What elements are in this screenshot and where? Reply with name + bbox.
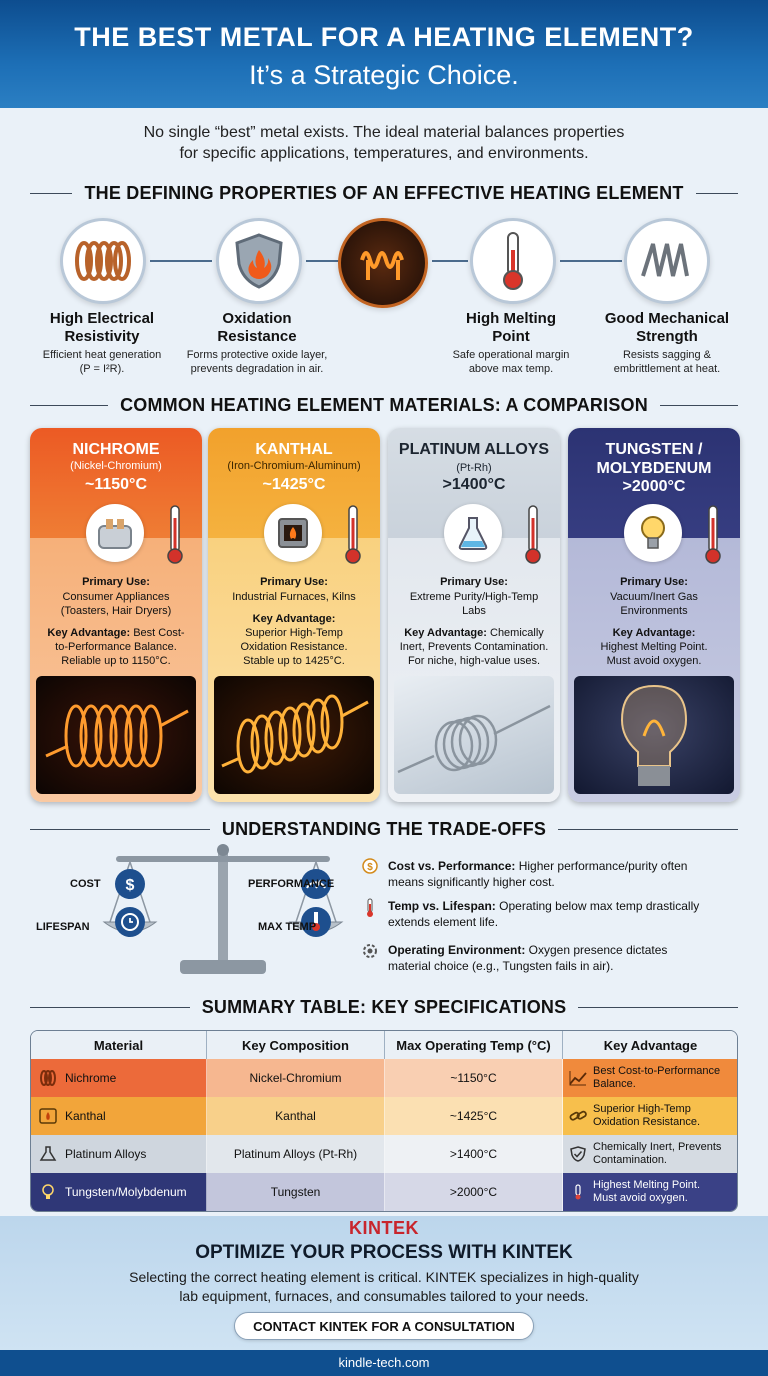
scale-label-performance: PERFORMANCE	[248, 878, 335, 890]
thermometer-icon	[569, 1184, 587, 1200]
key-advantage: Key Advantage: Superior High-Temp Oxidation Resistance. Stable up to 1425°C.	[240, 613, 348, 667]
spring-icon	[624, 218, 710, 304]
arrow-connector	[560, 260, 622, 262]
arrow-connector	[306, 260, 342, 262]
svg-text:$: $	[125, 877, 135, 894]
property-title: High Melting Point	[466, 310, 556, 345]
shield-check-icon	[569, 1146, 587, 1162]
page-title: THE BEST METAL FOR A HEATING ELEMENT?	[74, 22, 694, 52]
platinum-coil-photo	[394, 676, 554, 794]
table-row	[31, 1173, 738, 1211]
table-row	[31, 1135, 738, 1173]
table-header-cell: Max Operating Temp (°C)	[385, 1031, 563, 1059]
property-title: High Electrical Resistivity	[49, 310, 155, 345]
primary-use-label: Primary Use:	[82, 576, 150, 588]
scale-label-max-temp: MAX TEMP	[258, 921, 317, 933]
table-cell: Tungsten/Molybdenum	[31, 1173, 207, 1211]
thermometer-icon	[470, 218, 556, 304]
table-cell: Nichrome	[31, 1059, 207, 1097]
key-advantage: Key Advantage: Best Cost- to-Performance Balance. Reliable up to 1150°C.	[47, 627, 185, 667]
tradeoff-text: Temp vs. Lifespan: Operating below max temp drastically extends element life.	[388, 899, 700, 929]
table-header-cell: Key Composition	[207, 1031, 385, 1059]
table-cell: Platinum Alloys (Pt-Rh)	[207, 1135, 385, 1173]
card-name: PLATINUM ALLOYS	[398, 441, 550, 458]
table-cell: Platinum Alloys	[31, 1135, 207, 1173]
section-title: THE DEFINING PROPERTIES OF AN EFFECTIVE HEATING ELEMENT	[84, 182, 684, 203]
gear-hand-icon	[360, 942, 380, 962]
table-cell: Chemically Inert, Prevents Contamination.	[563, 1135, 738, 1173]
flask-icon	[39, 1146, 57, 1162]
card-name: NICHROME	[72, 441, 160, 458]
card-sub: (Pt-Rh)	[456, 462, 492, 474]
key-advantage: Key Advantage: Highest Melting Point. Must avoid oxygen.	[600, 627, 708, 667]
property-desc: Efficient heat generation (P = I²R).	[42, 349, 162, 375]
table-cell: Superior High-Temp Oxidation Resistance.	[563, 1097, 738, 1135]
coil-icon	[39, 1070, 57, 1086]
tradeoff-text: Cost vs. Performance: Higher performance/purity often means significantly higher cost.	[388, 859, 688, 889]
summary-table	[30, 1030, 738, 1212]
card-name: KANTHAL	[255, 441, 333, 458]
tradeoff-item	[360, 942, 740, 980]
section-title: UNDERSTANDING THE TRADE-OFFS	[221, 818, 547, 839]
flask-icon	[444, 504, 502, 562]
furnace-icon	[39, 1108, 57, 1124]
header-banner	[0, 0, 768, 108]
shield-flame-icon	[216, 218, 302, 304]
scale-label-lifespan: LIFESPAN	[36, 921, 90, 933]
svg-text:$: $	[367, 862, 373, 873]
card-sub: (Nickel-Chromium)	[70, 460, 162, 472]
table-row	[31, 1097, 738, 1135]
key-advantage: Key Advantage: Chemically Inert, Prevents Contamination. For niche, high-value uses.	[399, 627, 549, 667]
cta-section	[0, 1216, 768, 1350]
table-header-cell: Key Advantage	[563, 1031, 738, 1059]
table-cell: Kanthal	[207, 1097, 385, 1135]
thermometer-icon	[524, 504, 542, 566]
table-header-row	[31, 1031, 738, 1059]
cta-paragraph: Selecting the correct heating element is critical. KINTEK specializes in high-quality lab equipment, furnaces, and consumables tailored to your needs.	[129, 1269, 639, 1304]
coil-icon	[60, 218, 146, 304]
thermometer-icon	[344, 504, 362, 566]
balance-scale-icon	[100, 842, 350, 982]
material-card-kanthal	[208, 428, 380, 802]
intro-line: No single “best” metal exists. The ideal material balances properties	[143, 124, 625, 141]
section-title: COMMON HEATING ELEMENT MATERIALS: A COMPARISON	[120, 394, 648, 415]
table-cell: >2000°C	[385, 1173, 563, 1211]
table-cell: Best Cost-to-Performance Balance.	[563, 1059, 738, 1097]
tradeoff-item	[360, 858, 740, 896]
arrow-connector	[150, 260, 212, 262]
footer-url[interactable]: kindle-tech.com	[0, 1350, 768, 1376]
tradeoff-text: Operating Environment: Oxygen presence dictates material choice (e.g., Tungsten fails in air).	[388, 943, 668, 973]
section-title: SUMMARY TABLE: KEY SPECIFICATIONS	[201, 996, 567, 1017]
card-temp: >1400°C	[442, 476, 506, 493]
table-cell: Nickel-Chromium	[207, 1059, 385, 1097]
material-card-nichrome	[30, 428, 202, 802]
toaster-icon	[86, 504, 144, 562]
kintek-logo: KINTEK	[349, 1218, 419, 1238]
properties-row	[0, 218, 768, 388]
trend-chart-icon	[569, 1070, 587, 1086]
lightbulb-icon	[624, 504, 682, 562]
cost-hand-icon	[360, 858, 380, 878]
thermometer-icon	[704, 504, 722, 566]
lightbulb-photo	[574, 676, 734, 794]
property-title: Oxidation Resistance	[217, 310, 297, 345]
table-cell: Tungsten	[207, 1173, 385, 1211]
cta-heading: OPTIMIZE YOUR PROCESS WITH KINTEK	[195, 1242, 573, 1263]
glowing-coil-photo	[214, 676, 374, 794]
thermometer-icon	[360, 898, 380, 918]
primary-use-label: Primary Use:	[440, 576, 508, 588]
table-row	[31, 1059, 738, 1097]
primary-use-label: Primary Use:	[620, 576, 688, 588]
property-desc: Safe operational margin above max temp.	[452, 349, 570, 375]
intro-text	[0, 122, 768, 164]
section-heading-materials	[30, 394, 738, 416]
section-heading-properties	[30, 182, 738, 204]
card-name: TUNGSTEN / MOLYBDENUM	[596, 441, 712, 477]
glowing-coil-photo	[36, 676, 196, 794]
table-cell: >1400°C	[385, 1135, 563, 1173]
table-cell: Highest Melting Point. Must avoid oxygen.	[563, 1173, 738, 1211]
card-temp: >2000°C	[622, 478, 686, 495]
section-heading-summary	[30, 996, 738, 1018]
primary-use-label: Primary Use:	[260, 576, 328, 588]
tradeoff-item	[360, 898, 740, 936]
card-temp: ~1150°C	[84, 476, 147, 493]
contact-consultation-button[interactable]: CONTACT KINTEK FOR A CONSULTATION	[234, 1312, 534, 1340]
card-sub: (Iron-Chromium-Aluminum)	[227, 460, 361, 472]
arrow-connector	[432, 260, 468, 262]
scale-label-cost: COST	[70, 878, 101, 890]
chain-link-icon	[569, 1108, 587, 1124]
page-subtitle: It’s a Strategic Choice.	[249, 60, 519, 90]
property-desc: Resists sagging & embrittlement at heat.	[613, 349, 721, 375]
primary-use-value: Industrial Furnaces, Kilns	[232, 591, 356, 603]
table-header-cell: Material	[31, 1031, 207, 1059]
property-desc: Forms protective oxide layer, prevents degradation in air.	[186, 349, 328, 375]
material-card-tungsten	[568, 428, 740, 802]
primary-use-value: Extreme Purity/High-Temp Labs	[409, 591, 539, 617]
thermometer-icon	[166, 504, 184, 566]
property-title: Good Mechanical Strength	[604, 310, 730, 345]
table-cell: ~1425°C	[385, 1097, 563, 1135]
glowing-coil-icon	[338, 218, 428, 308]
section-heading-tradeoffs	[30, 818, 738, 840]
card-temp: ~1425°C	[262, 476, 326, 493]
lightbulb-icon	[39, 1184, 57, 1200]
table-cell: Kanthal	[31, 1097, 207, 1135]
primary-use-value: Consumer Appliances (Toasters, Hair Dryers)	[60, 591, 172, 617]
table-cell: ~1150°C	[385, 1059, 563, 1097]
intro-line: for specific applications, temperatures, and environments.	[179, 145, 589, 162]
primary-use-value: Vacuum/Inert Gas Environments	[610, 591, 698, 617]
material-card-platinum	[388, 428, 560, 802]
furnace-icon	[264, 504, 322, 562]
